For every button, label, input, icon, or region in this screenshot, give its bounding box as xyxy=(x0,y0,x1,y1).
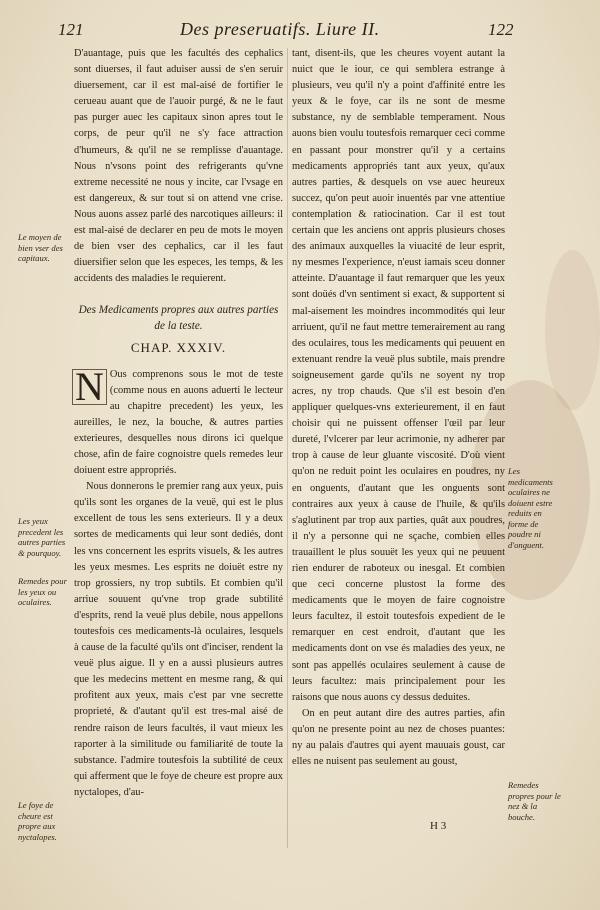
paragraph: On en peut autant dire des autres parties, afin qu'on ne presente point au nez de choses puantes: ny au palais d'autres qui ayent mauuais goust, car elles ne nuisent pas seulement au goust, xyxy=(292,707,505,768)
margin-note: Les yeux precedent les autres parties & pourquoy. xyxy=(18,516,66,558)
paragraph: Nous donnerons le premier rang aux yeux, puis qu'ils sont les organes de la veuë, qui est le plus excellent de tous les sens exterieurs. Il y a deux sortes de medicaments qui leur sont dediés, dont les vns concernent les esprits visuels, & les autres les yeux mesmes. Les esprits ne doiuët estre ny trop grossiers, ny trop subtils. Et combien qu'il arriue souuent qu'vne trop grade subtilité d'esprits, rend la veuë plus debile, nous appellons toutesfois ces medicaments-là oculaires, lesquels à cause de la faculté qu'ils ont d'inciser, rendent la veuë plus aigue. Il y en a aussi plusieurs autres que les medecins mettent en mesme rang, & qui profitent aux yeux, mais c'est par vne secrette proprieté, & d'autant qu'il est tres-mal aisé de rendre raison de leurs facultés, il vaut mieux les raporter à la similitude ou familiarité de toute la substance. I'admire toutesfois la subtilité de ceux qui afferment que le foye de cheure est propre aux nyctalopes, d'au- xyxy=(74,481,283,798)
drop-cap: N xyxy=(72,369,107,405)
margin-note: Remedes pour les yeux ou oculaires. xyxy=(18,576,67,607)
margin-note: Le foye de cheure est propre aux nyctalopes. xyxy=(18,800,57,842)
left-page-number: 121 xyxy=(58,20,84,39)
margin-note: Remedes propres pour le nez & la bouche. xyxy=(508,780,561,822)
chapter-heading: CHAP. XXXIV. xyxy=(130,340,227,356)
paragraph: tant, disent-ils, que les cheures voyent autant la nuict que le iour, ce qui semblera estrange à plusieurs, veu qu'il n'y a point d'affinité entre les yeux & le foye, car ils ne sont de mesme substance, ny de semblable temperament. Nous auons bien voulu toutesfois remarquer ceci comme en passant pour monstrer qu'il y a certains medicaments appropriés tant aux yeux, qu'aux autres parties, & desquels on vse auec heureux succez, qu'on peut auoir inuentés par vne attentiue contemplation & ratiocination. Car il est tout certain que les anciens ont appris plusieurs choses des animaux auxquelles la viuacité de leur esprit, ny mesmes l'experience, n'eust iamais sceu donner atteinte. D'auantage il faut remarquer que les yeux sont doüés d'vn sentiment si exact, & supportent si mal-aisement les moindres incommodités qui leur arriuent, qu'il ne faut mettre temerairement au rang des oculaires, tous les medicaments qui peuuent en extenuant rendre la veuë plus subtile, mais prendre soigneusement garde qu'ils ne soyent ny trop acres, ny trop chauds. Que s'il est besoin d'en appliquer quelques-vns exterieurement, il en faut choisir qui ne puissent offenser l'œil par leur dureté, l'vlcerer par leur acrimonie, ny adherer par trop à cause de leur gluante viscosité. D'où vient qu'on ne reduit point les oculaires en poudres, ny en onguents, d'autant que les onguents sont contraires aux yeux à cause de l'huile, & qu'ils s'aglutinent par trop aux parties, quât aux poudres, il n'y a personne qui ne sçache, combien elles trauaillent le plus souuët les yeux qui ne peuuent rien endurer de raboteux ou inesgal. Et combien que ceci concerne plustost la forme des medicaments que le moyen de faire cognoistre leurs facultez, il estoit toutesfois expedient de le remarquer en cest endroit, d'autant que les medicaments dont on vse és maladies des yeux, ne sont pas appellés oculaires seulement à cause de leurs facultez: mais principalement pour les raisons que nous auons cy dessus deduites. xyxy=(292,48,505,703)
paragraph-text: Ous comprenons sous le mot de teste (comme nous en auons aduerti le lecteur au chapitre precedent) les yeux, les aureilles, le nez, la bouche, & autres parties exterieures, desquelles nous dirons ici quelque chose, afin de faire cognoistre quels remedes leur doiuent estre appropriés. xyxy=(74,368,283,477)
margin-note: Le moyen de bien vser des capitaux. xyxy=(18,232,63,263)
section-heading: Des Medicaments propres aux autres parties de la teste. xyxy=(78,304,279,333)
margin-note: Les medicaments oculaires ne doiuent estre reduits en forme de poudre ni d'onguent. xyxy=(508,466,553,550)
paragraph: D'auantage, puis que les facultés des cephalics sont diuerses, il faut aduiser aussi de s'en seruir diuersement, car il est mal-aisé de fortifier le cerueau auant que de l'auoir purgé, & ne le faut pas purger auec les capitaux sinon apres tout le corps, de peur qu'il ne s'y face attraction d'humeurs, & qu'il ne se remplisse d'auantage. Nous n'vsons point des refrigerants qu'vne extreme necessité ne nous y incite, car l'vsage en est dangereux, & sur tout si on attend vne crise. Nous auons assez parlé des narcotiques ailleurs: il est mal-aisé de declarer en peu de mots le moyen de bien vser des cephalics, car il les faut diuersifier selon que les especes, les temps, & les accidents des maladies le requierent. xyxy=(74,48,283,285)
left-column xyxy=(74,46,283,801)
right-column xyxy=(292,46,505,770)
column-divider xyxy=(287,48,288,848)
paragraph xyxy=(74,363,283,480)
running-title: Des preseruatifs. Liure II. xyxy=(180,19,380,39)
signature-mark: H 3 xyxy=(430,820,447,832)
right-page-number: 122 xyxy=(488,20,514,39)
running-header xyxy=(0,18,600,44)
edge-stain xyxy=(545,250,600,410)
